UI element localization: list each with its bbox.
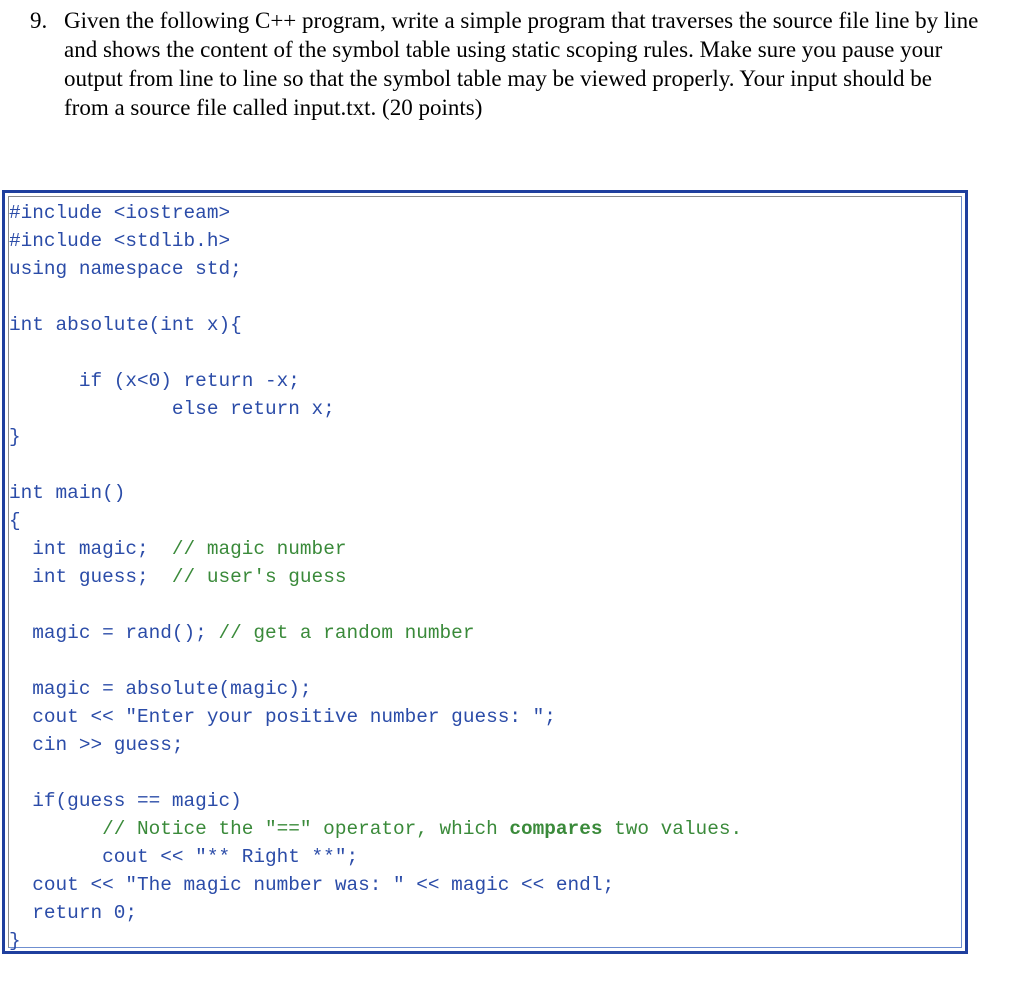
code-comment: // magic number bbox=[171, 538, 347, 560]
code-comment: two values. bbox=[602, 818, 743, 840]
code-text: if (x<0) return -x; bbox=[9, 370, 300, 392]
code-line bbox=[9, 871, 614, 899]
code-line bbox=[9, 367, 300, 395]
code-line bbox=[9, 535, 346, 563]
code-comment: // Notice the "==" operator, which bbox=[102, 818, 510, 840]
code-text: magic = absolute(magic); bbox=[9, 678, 312, 700]
code-text: } bbox=[9, 930, 21, 952]
code-line bbox=[9, 927, 21, 955]
code-text: #include <stdlib.h> bbox=[9, 230, 231, 252]
code-line bbox=[9, 479, 125, 507]
code-text: { bbox=[9, 510, 21, 532]
code-line bbox=[9, 899, 137, 927]
code-line bbox=[9, 731, 184, 759]
code-line bbox=[9, 619, 474, 647]
code-text: int main() bbox=[9, 482, 126, 504]
code-text: return 0; bbox=[9, 902, 137, 924]
code-box bbox=[2, 190, 968, 954]
code-line bbox=[9, 255, 242, 283]
code-line bbox=[9, 199, 230, 227]
code-line bbox=[9, 395, 335, 423]
code-line bbox=[9, 227, 230, 255]
question-block bbox=[30, 6, 980, 122]
code-text: int guess; bbox=[9, 566, 172, 588]
code-line bbox=[9, 843, 358, 871]
code-box-inner bbox=[8, 196, 962, 952]
code-text: magic = rand(); bbox=[9, 622, 219, 644]
code-text: using namespace std; bbox=[9, 258, 242, 280]
code-text: #include <iostream> bbox=[9, 202, 231, 224]
code-comment-keyword: compares bbox=[509, 818, 603, 840]
code-text bbox=[9, 818, 102, 840]
code-text: int absolute(int x){ bbox=[9, 314, 242, 336]
code-text: else return x; bbox=[9, 398, 335, 420]
code-comment: // get a random number bbox=[218, 622, 475, 644]
code-line bbox=[9, 815, 742, 843]
code-text: cout << "The magic number was: " << magic << endl; bbox=[9, 874, 615, 896]
code-text: cout << "Enter your positive number guess: "; bbox=[9, 706, 556, 728]
code-line bbox=[9, 507, 21, 535]
code-text: if(guess == magic) bbox=[9, 790, 242, 812]
code-text: cin >> guess; bbox=[9, 734, 184, 756]
code-line bbox=[9, 703, 556, 731]
code-line bbox=[9, 787, 242, 815]
question-text: Given the following C++ program, write a simple program that traverses the source file line by line and shows the content of the symbol table using static scoping rules. Make sure you pause your output from line to line so that the symbol table may be viewed properly. Your input should be from a source file called input.txt. (20 points) bbox=[64, 8, 979, 120]
code-text: cout << "** Right **"; bbox=[9, 846, 359, 868]
code-line bbox=[9, 423, 21, 451]
code-line bbox=[9, 675, 312, 703]
code-line bbox=[9, 311, 242, 339]
code-text: int magic; bbox=[9, 538, 172, 560]
code-comment: // user's guess bbox=[171, 566, 347, 588]
code-text: } bbox=[9, 426, 21, 448]
code-line bbox=[9, 563, 346, 591]
question-number: 9. bbox=[30, 8, 48, 33]
